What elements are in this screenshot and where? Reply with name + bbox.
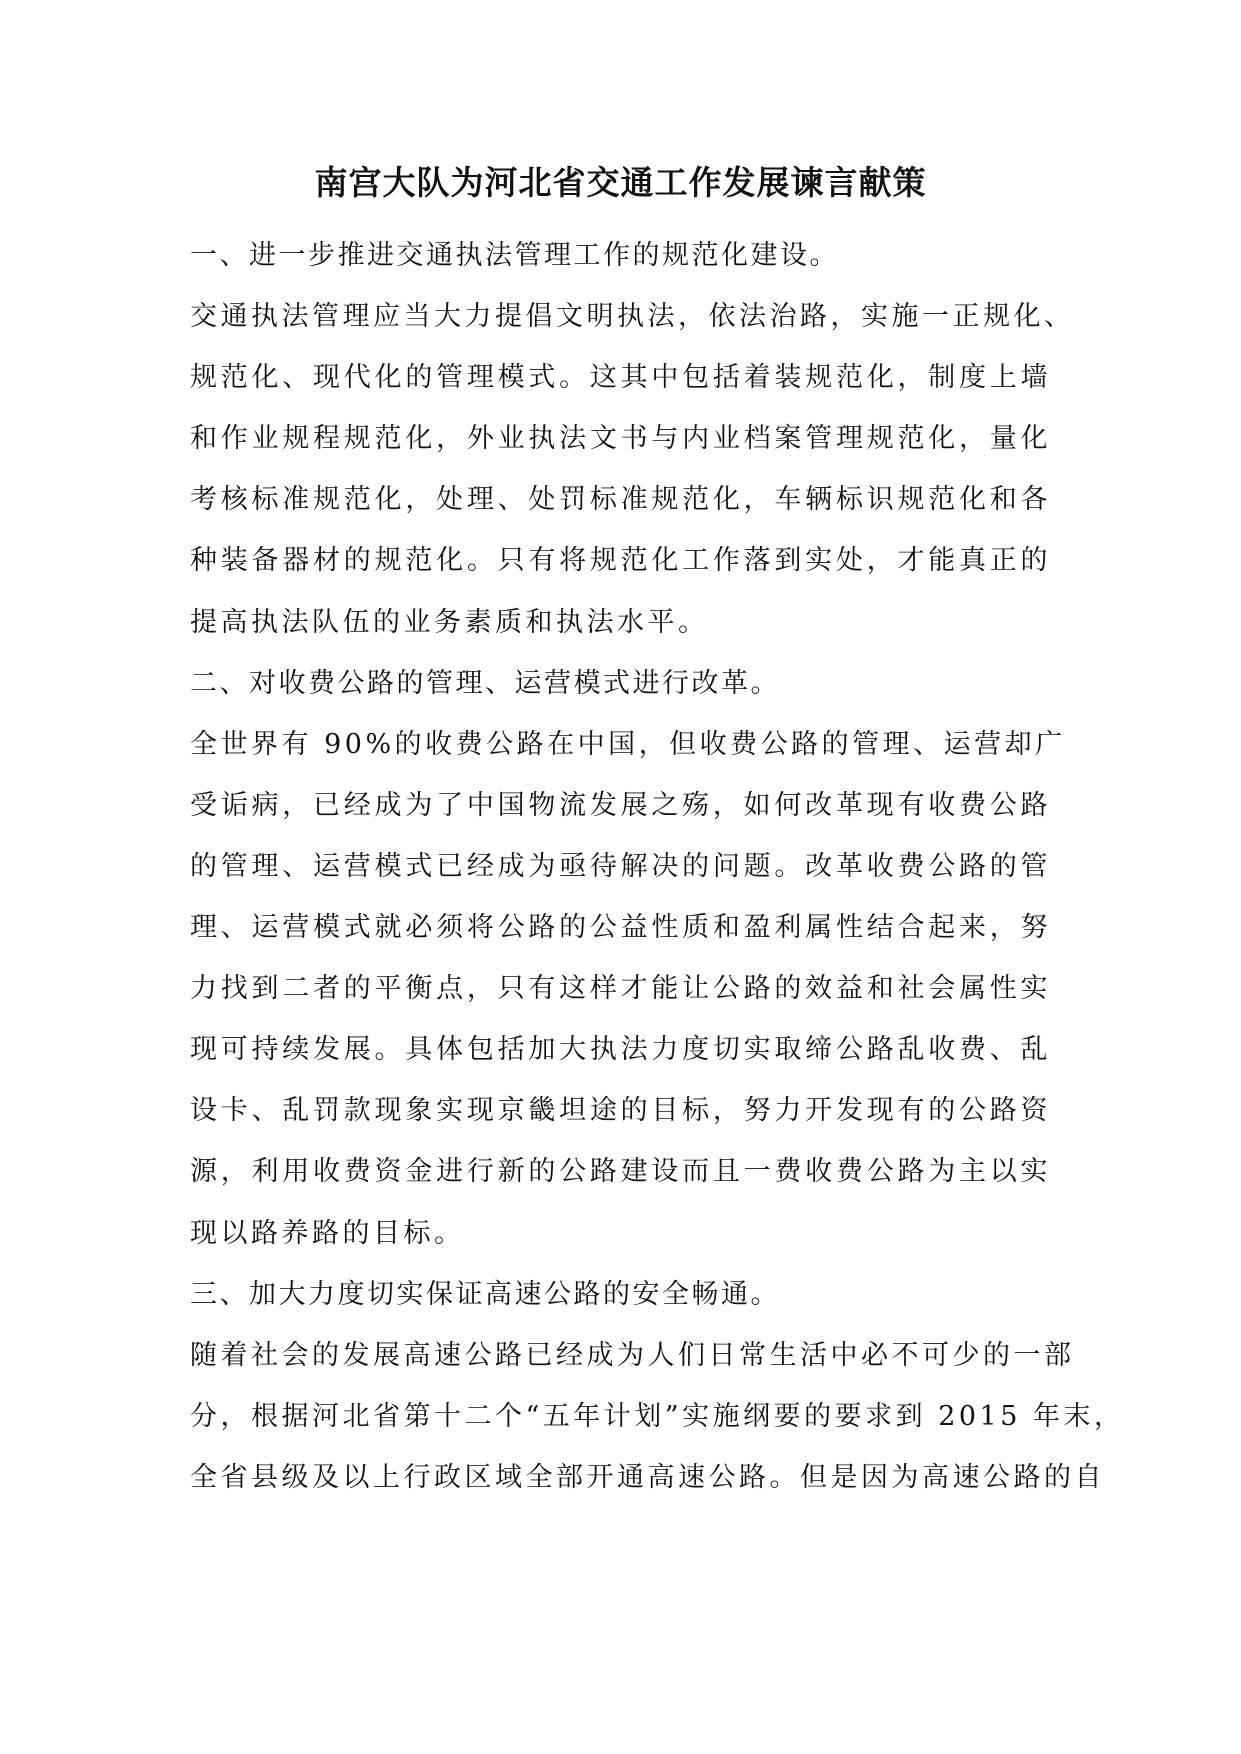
- paragraph-line: 规范化、现代化的管理模式。这其中包括着装规范化，制度上墙: [190, 362, 1051, 394]
- section-paragraph-3: [190, 1325, 1125, 1508]
- paragraph-line: 分，根据河北省第十二个“五年计划”实施纲要的要求到 2015 年末，: [190, 1400, 1125, 1432]
- paragraph-line: 全省县级及以上行政区域全部开通高速公路。但是因为高速公路的自: [190, 1461, 1105, 1493]
- paragraph-line: 提高执法队伍的业务素质和执法水平。: [190, 606, 709, 638]
- paragraph-line: 和作业规程规范化，外业执法文书与内业档案管理规范化，量化: [190, 423, 1051, 455]
- paragraph-line: 力找到二者的平衡点，只有这样才能让公路的效益和社会属性实: [190, 973, 1051, 1005]
- paragraph-line: 考核标准规范化，处理、处罚标准规范化，车辆标识规范化和各: [190, 484, 1051, 516]
- section-heading-1: 一、进一步推进交通执法管理工作的规范化建设。: [190, 240, 839, 271]
- paragraph-line: 受诟病，已经成为了中国物流发展之殇，如何改革现有收费公路: [190, 789, 1051, 821]
- section-paragraph-2: [190, 714, 1066, 1264]
- section-heading-2: 二、对收费公路的管理、运营模式进行改革。: [190, 667, 780, 699]
- document-body: [190, 225, 1125, 1508]
- paragraph-line: 设卡、乱罚款现象实现京畿坦途的目标，努力开发现有的公路资: [190, 1095, 1051, 1127]
- page-title: 南宫大队为河北省交通工作发展谏言献策: [314, 163, 927, 202]
- paragraph-line: 种装备器材的规范化。只有将规范化工作落到实处，才能真正的: [190, 545, 1051, 577]
- paragraph-line: 的管理、运营模式已经成为亟待解决的问题。改革收费公路的管: [190, 850, 1051, 882]
- paragraph-line: 全世界有 90%的收费公路在中国，但收费公路的管理、运营却广: [190, 728, 1066, 760]
- paragraph-line: 源，利用收费资金进行新的公路建设而且一费收费公路为主以实: [190, 1156, 1051, 1188]
- paragraph-line: 现可持续发展。具体包括加大执法力度切实取缔公路乱收费、乱: [190, 1034, 1051, 1066]
- paragraph-line: 交通执法管理应当大力提倡文明执法，依法治路，实施一正规化、: [190, 301, 1075, 333]
- paragraph-line: 理、运营模式就必须将公路的公益性质和盈利属性结合起来，努: [190, 912, 1051, 944]
- paragraph-line: 随着社会的发展高速公路已经成为人们日常生活中必不可少的一部: [190, 1339, 1075, 1371]
- section-paragraph-1: [190, 286, 1075, 653]
- section-heading-3: 三、加大力度切实保证高速公路的安全畅通。: [190, 1278, 780, 1310]
- paragraph-line: 现以路养路的目标。: [190, 1217, 465, 1249]
